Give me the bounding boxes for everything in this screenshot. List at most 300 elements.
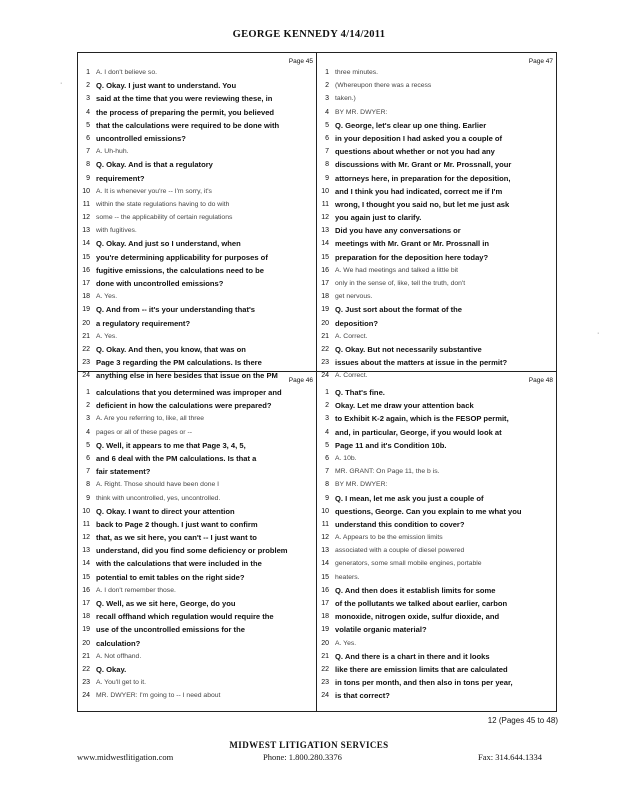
line-number: 14 [82, 240, 90, 248]
line-number: 3 [86, 415, 90, 423]
line-text: Q. Just sort about the format of the [335, 305, 462, 315]
footer-company: MIDWEST LITIGATION SERVICES [229, 740, 389, 750]
line-text: MR. GRANT: On Page 11, the b is. [335, 468, 440, 476]
transcript-line [80, 172, 313, 185]
line-text: Q. That's fine. [335, 388, 385, 397]
transcript-line [80, 689, 313, 702]
line-text: requirement? [96, 173, 145, 183]
line-text: A. Are you referring to, like, all three [96, 415, 205, 423]
line-text: deposition? [335, 318, 379, 328]
line-text: (Whereupon there was a recess [335, 82, 432, 90]
line-number: 24 [321, 692, 329, 700]
transcript-line [80, 426, 313, 439]
transcript-line [80, 317, 313, 330]
line-text: only in the sense of, like, tell the truth, don't [335, 280, 466, 287]
transcript-line [80, 330, 313, 343]
transcript-line [80, 557, 313, 570]
transcript-line [319, 237, 552, 250]
transcript-page-47 [319, 66, 552, 383]
line-text: Q. I mean, let me ask you just a couple of [335, 493, 484, 503]
line-text: Q. And there is a chart in there and it looks [335, 651, 490, 661]
transcript-line [319, 224, 552, 237]
transcript-line [80, 251, 313, 264]
transcript-line [319, 369, 552, 382]
line-text: deficient in how the calculations were prepared? [96, 401, 272, 411]
line-number: 10 [321, 507, 329, 515]
transcript-line [80, 465, 313, 478]
line-text: Q. And from -- it's your understanding that's [96, 305, 256, 315]
transcript-line [319, 290, 552, 303]
transcript-line [80, 343, 313, 356]
line-text: generators, some small mobile engines, portable [335, 560, 482, 568]
line-text: heaters. [335, 573, 360, 581]
transcript-line [319, 386, 552, 399]
transcript-line [319, 356, 552, 369]
transcript-line [80, 211, 313, 224]
line-text: think with uncontrolled, yes, uncontrolled. [96, 494, 221, 502]
transcript-line [80, 386, 313, 399]
line-number: 6 [86, 454, 90, 462]
line-number: 10 [82, 507, 90, 515]
line-text: you're determining applicability for purposes of [96, 252, 268, 262]
transcript-line [319, 158, 552, 171]
transcript-line [319, 676, 552, 689]
transcript-line [319, 518, 552, 531]
line-text: associated with a couple of diesel powered [335, 547, 465, 555]
line-number: 4 [325, 108, 329, 116]
transcript-line [80, 369, 313, 382]
line-text: some -- the applicability of certain regulations [96, 214, 233, 222]
line-number: 18 [321, 613, 329, 621]
transcript-line [80, 610, 313, 623]
line-number: 8 [325, 161, 329, 169]
line-text: potential to emit tables on the right side? [96, 572, 245, 582]
page-label-47: Page 47 [528, 58, 553, 65]
line-number: 24 [82, 372, 90, 380]
line-text: issues about the matters at issue in the permit? [335, 358, 508, 368]
transcript-line [319, 623, 552, 636]
line-text: BY MR. DWYER: [335, 108, 388, 116]
line-text: three minutes. [335, 69, 379, 76]
transcript-line [80, 145, 313, 158]
line-text: with fugitives. [96, 227, 137, 235]
line-text: A. Yes. [335, 639, 357, 647]
line-text: Q. Okay. I want to direct your attention [96, 506, 235, 516]
transcript-line [80, 676, 313, 689]
line-text: in your deposition I had asked you a couple of [335, 133, 503, 143]
line-number: 22 [321, 665, 329, 673]
transcript-line [319, 303, 552, 316]
transcript-line [319, 317, 552, 330]
line-text: understand, did you find some deficiency or problem [96, 546, 288, 556]
transcript-line [319, 412, 552, 425]
transcript-line [319, 505, 552, 518]
line-number: 7 [325, 148, 329, 156]
line-text: you again just to clarify. [335, 213, 422, 223]
transcript-line [319, 198, 552, 211]
transcript-line [80, 584, 313, 597]
transcript-line [319, 211, 552, 224]
line-text: fugitive emissions, the calculations need to be [96, 265, 264, 275]
line-number: 21 [82, 332, 90, 340]
line-number: 13 [82, 227, 90, 235]
line-number: 17 [82, 600, 90, 607]
line-text: and I think you had indicated, correct me if I'm [335, 186, 503, 196]
page-label-46: Page 46 [288, 377, 313, 384]
margin-mark: · [60, 80, 63, 87]
line-number: 8 [86, 161, 90, 169]
line-number: 20 [82, 319, 90, 327]
line-number: 15 [82, 253, 90, 261]
footer-phone: Phone: 1.800.280.3376 [263, 752, 342, 762]
transcript-line [319, 597, 552, 610]
transcript-line [319, 66, 552, 79]
line-text: Q. Well, as we sit here, George, do you [96, 599, 236, 608]
transcript-line [80, 79, 313, 92]
line-number: 6 [86, 134, 90, 142]
transcript-line [319, 106, 552, 119]
line-number: 12 [321, 534, 329, 542]
line-text: recall offhand which regulation would require the [96, 612, 274, 622]
line-number: 7 [325, 468, 329, 476]
margin-mark: · [597, 330, 600, 337]
line-text: Q. George, let's clear up one thing. Earlier [335, 120, 487, 130]
line-text: A. 10b. [335, 454, 357, 462]
line-number: 18 [82, 613, 90, 621]
line-number: 15 [321, 573, 329, 581]
line-number: 1 [86, 389, 90, 396]
transcript-line [80, 119, 313, 132]
line-text: A. Not offhand. [96, 652, 142, 660]
line-number: 13 [82, 547, 90, 555]
line-number: 11 [321, 520, 329, 528]
line-text: Page 3 regarding the PM calculations. Is there [96, 358, 262, 368]
transcript-line [80, 92, 313, 105]
line-text: taken.) [335, 95, 356, 103]
footer-website: www.midwestlitigation.com [77, 752, 174, 762]
line-number: 6 [325, 454, 329, 462]
line-number: 9 [325, 174, 329, 182]
transcript-line [80, 452, 313, 465]
line-text: calculation? [96, 638, 141, 648]
line-number: 18 [82, 293, 90, 301]
line-text: Q. Okay. And then, you know, that was on [96, 344, 246, 354]
line-number: 17 [82, 280, 90, 287]
transcript-line [319, 689, 552, 702]
line-number: 23 [321, 679, 329, 687]
transcript-line [319, 343, 552, 356]
line-text: Did you have any conversations or [335, 226, 461, 236]
line-text: BY MR. DWYER: [335, 481, 388, 489]
transcript-line [80, 158, 313, 171]
page-label-45: Page 45 [288, 58, 313, 65]
transcript-line [319, 544, 552, 557]
line-number: 4 [86, 428, 90, 436]
transcript-line [80, 505, 313, 518]
transcript-line [319, 399, 552, 412]
transcript-line [319, 330, 552, 343]
transcript-line [319, 650, 552, 663]
transcript-line [319, 277, 552, 290]
transcript-page-46 [80, 386, 313, 703]
line-number: 15 [82, 573, 90, 581]
transcript-line [319, 185, 552, 198]
line-number: 11 [82, 200, 90, 208]
line-number: 9 [325, 494, 329, 502]
line-number: 20 [82, 639, 90, 647]
line-number: 20 [321, 319, 329, 327]
line-number: 17 [321, 280, 329, 287]
page-label-48: Page 48 [528, 377, 553, 384]
footer-fax: Fax: 314.644.1334 [478, 752, 542, 762]
line-text: A. I don't remember those. [96, 586, 176, 594]
line-text: in tons per month, and then also in tons per year, [335, 678, 513, 688]
document-header: GEORGE KENNEDY 4/14/2011 [232, 29, 386, 40]
transcript-line [80, 290, 313, 303]
transcript-line [80, 356, 313, 369]
transcript-line [319, 610, 552, 623]
line-number: 16 [321, 266, 329, 274]
line-text: that, as we sit here, you can't -- I just want to [96, 533, 257, 543]
line-number: 8 [325, 481, 329, 489]
line-text: uncontrolled emissions? [96, 133, 186, 143]
line-number: 4 [86, 108, 90, 116]
line-number: 14 [82, 560, 90, 568]
line-text: back to Page 2 though. I just want to confirm [96, 519, 258, 529]
transcript-line [80, 412, 313, 425]
line-number: 24 [321, 372, 329, 380]
line-text: like there are emission limits that are calculated [335, 664, 508, 674]
line-number: 3 [86, 95, 90, 103]
line-text: Q. And then does it establish limits for some [335, 585, 496, 595]
transcript-line [80, 277, 313, 290]
line-text: and 6 deal with the PM calculations. Is that a [96, 453, 257, 463]
line-number: 5 [86, 441, 90, 449]
line-number: 18 [321, 293, 329, 301]
line-text: anything else in here besides that issue on the PM [96, 371, 278, 381]
line-number: 9 [86, 174, 90, 182]
line-text: A. Yes. [96, 293, 118, 301]
line-text: A. Right. Those should have been done I [96, 481, 220, 489]
line-text: A. We had meetings and talked a little bit [335, 266, 459, 274]
line-text: pages or all of these pages or -- [96, 428, 192, 436]
line-number: 11 [82, 520, 90, 528]
transcript-line [80, 264, 313, 277]
transcript-line [319, 663, 552, 676]
transcript-line [319, 465, 552, 478]
line-text: that the calculations were required to be done with [96, 120, 280, 130]
line-number: 5 [325, 121, 329, 129]
column-divider [316, 53, 317, 711]
line-number: 21 [82, 652, 90, 660]
transcript-line [319, 584, 552, 597]
line-number: 20 [321, 639, 329, 647]
line-number: 19 [82, 626, 90, 634]
line-number: 16 [82, 266, 90, 274]
line-number: 7 [86, 148, 90, 156]
line-number: 1 [325, 389, 329, 396]
transcript-line [319, 251, 552, 264]
line-number: 11 [321, 200, 329, 208]
line-text: A. You'll get to it. [96, 679, 147, 687]
transcript-line [80, 237, 313, 250]
line-number: 5 [325, 441, 329, 449]
line-number: 14 [321, 240, 329, 248]
line-text: attorneys here, in preparation for the deposition, [335, 173, 511, 183]
transcript-line [80, 623, 313, 636]
line-number: 1 [86, 69, 90, 76]
transcript-line [80, 439, 313, 452]
line-text: A. Appears to be the emission limits [335, 534, 443, 542]
line-number: 17 [321, 600, 329, 607]
line-text: A. Uh-huh. [96, 148, 129, 156]
line-text: with the calculations that were included in the [96, 559, 262, 569]
line-text: understand this condition to cover? [335, 519, 465, 529]
line-number: 6 [325, 134, 329, 142]
line-number: 7 [86, 468, 90, 476]
line-number: 23 [321, 359, 329, 367]
transcript-line [80, 597, 313, 610]
line-text: and, in particular, George, if you would look at [335, 427, 502, 437]
transcript-line [80, 66, 313, 79]
transcript-line [80, 132, 313, 145]
line-number: 2 [325, 82, 329, 90]
line-text: volatile organic material? [335, 625, 427, 635]
line-text: is that correct? [335, 691, 390, 701]
line-number: 22 [321, 345, 329, 353]
line-text: A. Correct. [335, 332, 368, 340]
line-number: 1 [325, 69, 329, 76]
line-number: 19 [82, 306, 90, 314]
transcript-line [319, 264, 552, 277]
line-text: done with uncontrolled emissions? [96, 279, 224, 288]
transcript-line [80, 492, 313, 505]
line-number: 22 [82, 665, 90, 673]
line-number: 2 [86, 82, 90, 90]
line-text: Okay. Let me draw your attention back [335, 401, 474, 411]
transcript-line [80, 224, 313, 237]
line-text: within the state regulations having to do with [96, 200, 230, 208]
line-text: A. I don't believe so. [96, 69, 157, 76]
line-text: Q. Okay. [96, 664, 127, 674]
transcript-line [319, 492, 552, 505]
line-number: 10 [82, 187, 90, 195]
transcript-line [319, 571, 552, 584]
line-number: 13 [321, 547, 329, 555]
line-text: discussions with Mr. Grant or Mr. Prossnall, your [335, 160, 512, 170]
transcript-line [319, 92, 552, 105]
line-text: monoxide, nitrogen oxide, sulfur dioxide, and [335, 612, 500, 622]
line-number: 2 [86, 402, 90, 410]
line-number: 3 [325, 95, 329, 103]
line-number: 19 [321, 626, 329, 634]
transcript-line [80, 518, 313, 531]
transcript-line [80, 571, 313, 584]
transcript-line [80, 544, 313, 557]
line-text: of the pollutants we talked about earlier, carbon [335, 599, 508, 608]
line-number: 23 [82, 359, 90, 367]
line-text: the process of preparing the permit, you believed [96, 107, 275, 117]
transcript-line [80, 106, 313, 119]
transcript-line [319, 79, 552, 92]
transcript-line [319, 439, 552, 452]
line-number: 16 [82, 586, 90, 594]
transcript-line [80, 478, 313, 491]
line-text: Q. Okay. I just want to understand. You [96, 81, 237, 91]
transcript-line [80, 198, 313, 211]
transcript-page-48 [319, 386, 552, 703]
transcript-line [80, 185, 313, 198]
line-number: 4 [325, 428, 329, 436]
line-number: 23 [82, 679, 90, 687]
line-number: 5 [86, 121, 90, 129]
transcript-line [319, 145, 552, 158]
transcript-line [80, 399, 313, 412]
line-text: meetings with Mr. Grant or Mr. Prossnall in [335, 239, 490, 249]
transcript-line [80, 637, 313, 650]
line-text: questions, George. Can you explain to me what you [335, 506, 522, 516]
page-range: 12 (Pages 45 to 48) [487, 716, 558, 725]
line-text: Q. Well, it appears to me that Page 3, 4, 5, [96, 440, 246, 450]
line-number: 21 [321, 332, 329, 340]
transcript-line [80, 531, 313, 544]
line-number: 16 [321, 586, 329, 594]
line-number: 8 [86, 481, 90, 489]
line-text: MR. DWYER: I'm going to -- I need about [96, 692, 221, 700]
line-text: said at the time that you were reviewing these, in [96, 94, 273, 104]
line-number: 10 [321, 187, 329, 195]
transcript-line [80, 663, 313, 676]
line-number: 12 [82, 534, 90, 542]
line-number: 15 [321, 253, 329, 261]
line-text: calculations that you determined was improper and [96, 388, 282, 397]
transcript-line [80, 650, 313, 663]
line-number: 12 [82, 214, 90, 222]
line-number: 24 [82, 692, 90, 700]
transcript-line [319, 478, 552, 491]
line-text: use of the uncontrolled emissions for the [96, 625, 245, 635]
line-number: 19 [321, 306, 329, 314]
line-text: preparation for the deposition here today? [335, 252, 489, 262]
transcript-line [319, 426, 552, 439]
line-number: 21 [321, 652, 329, 660]
transcript-line [319, 119, 552, 132]
transcript-line [319, 452, 552, 465]
transcript-line [319, 557, 552, 570]
line-number: 13 [321, 227, 329, 235]
line-text: A. It is whenever you're -- I'm sorry, it's [96, 187, 212, 195]
line-number: 22 [82, 345, 90, 353]
line-text: Page 11 and it's Condition 10b. [335, 440, 447, 450]
transcript-line [80, 303, 313, 316]
transcript-line [319, 132, 552, 145]
line-text: Q. Okay. And is that a regulatory [96, 160, 213, 170]
line-number: 14 [321, 560, 329, 568]
line-text: to Exhibit K-2 again, which is the FESOP permit, [335, 414, 509, 424]
line-number: 3 [325, 415, 329, 423]
transcript-page-45 [80, 66, 313, 383]
line-number: 2 [325, 402, 329, 410]
transcript-line [319, 531, 552, 544]
line-text: a regulatory requirement? [96, 318, 191, 328]
line-text: A. Correct. [335, 372, 368, 380]
line-text: questions about whether or not you had any [335, 147, 495, 157]
line-number: 12 [321, 214, 329, 222]
transcript-line [319, 172, 552, 185]
line-text: A. Yes. [96, 332, 118, 340]
line-text: Q. Okay. But not necessarily substantive [335, 344, 482, 354]
line-number: 9 [86, 494, 90, 502]
